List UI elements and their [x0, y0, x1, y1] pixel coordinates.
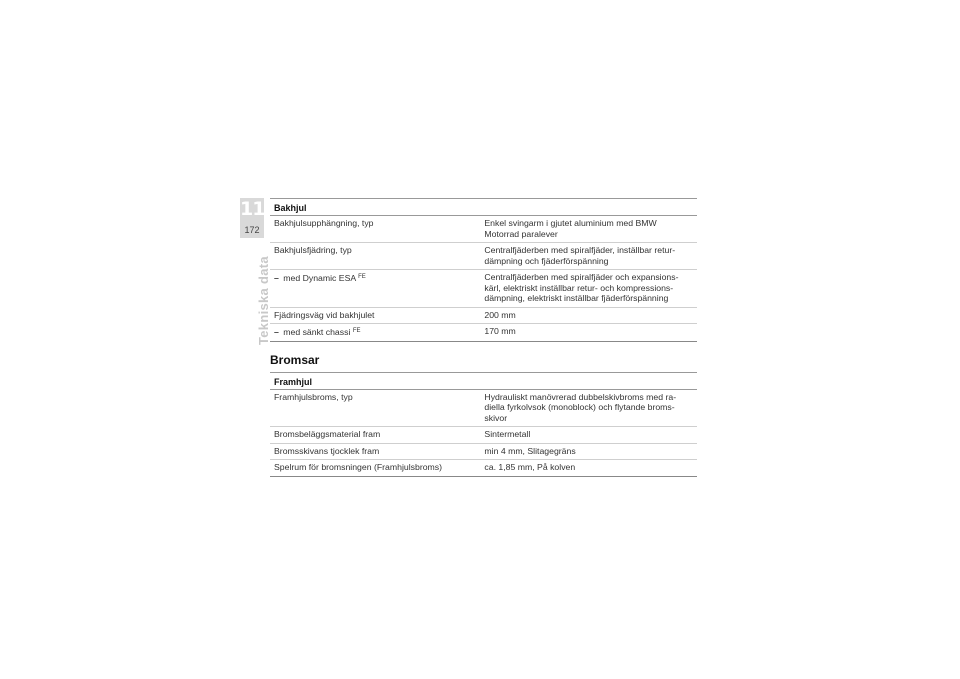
spec-value: 170 mm: [480, 324, 697, 342]
spec-label: Spelrum för bromsningen (Framhjulsbroms): [270, 460, 480, 477]
footnote-marker: FE: [358, 274, 366, 280]
footnote-marker: FE: [352, 328, 361, 334]
spec-label: Framhjulsbroms, typ: [270, 389, 480, 427]
spec-label-sub: [270, 324, 480, 342]
front-brake-table: [270, 372, 697, 477]
spec-value: min 4 mm, Slitagegräns: [480, 443, 697, 460]
table-row: [270, 324, 697, 342]
spec-label: Bromsskivans tjocklek fram: [270, 443, 480, 460]
table-row: [270, 216, 697, 243]
spec-label-text: med sänkt chassi: [283, 327, 351, 337]
spec-value: Hydrauliskt manövrerad dubbelskivbroms med ra-diella fyrkolvsok (monoblock) och flytande broms-skivor: [480, 389, 697, 427]
spec-content: [270, 198, 697, 477]
section-title-brakes: Bromsar: [270, 352, 320, 367]
dash-bullet: –: [274, 273, 279, 283]
spec-label: Fjädringsväg vid bakhjulet: [270, 307, 480, 324]
dash-bullet: –: [274, 327, 279, 337]
front-wheel-header: Framhjul: [270, 372, 697, 389]
spec-value: Enkel svingarm i gjutet aluminium med BMW Motorrad paralever: [480, 216, 697, 243]
spec-label: Bromsbeläggsmaterial fram: [270, 427, 480, 444]
spec-value: 200 mm: [480, 307, 697, 324]
spec-label: Bakhjulsfjädring, typ: [270, 243, 480, 270]
spec-value: Sintermetall: [480, 427, 697, 444]
table-row: [270, 389, 697, 427]
table-row: [270, 460, 697, 477]
rear-wheel-header: Bakhjul: [270, 199, 697, 216]
spec-value: Centralfjäderben med spiralfjäder och expansions-kärl, elektriskt inställbar retur- och kompressions-dämpning, elektriskt inställbar fjäderförspänning: [480, 270, 697, 308]
table-row: [270, 243, 697, 270]
table-row: [270, 270, 697, 308]
table-row: [270, 427, 697, 444]
chapter-side-title: Tekniska data: [256, 256, 271, 345]
page-number: 172: [244, 225, 260, 235]
chapter-number: 11: [240, 198, 265, 220]
table-row: [270, 443, 697, 460]
spec-label-text: med Dynamic ESA: [283, 273, 356, 283]
spec-label-sub: [270, 270, 480, 308]
spec-label: Bakhjulsupphängning, typ: [270, 216, 480, 243]
rear-wheel-table: [270, 198, 697, 342]
table-row: [270, 307, 697, 324]
spec-value: ca. 1,85 mm, På kolven: [480, 460, 697, 477]
spec-value: Centralfjäderben med spiralfjäder, inställbar retur-dämpning och fjäderförspänning: [480, 243, 697, 270]
